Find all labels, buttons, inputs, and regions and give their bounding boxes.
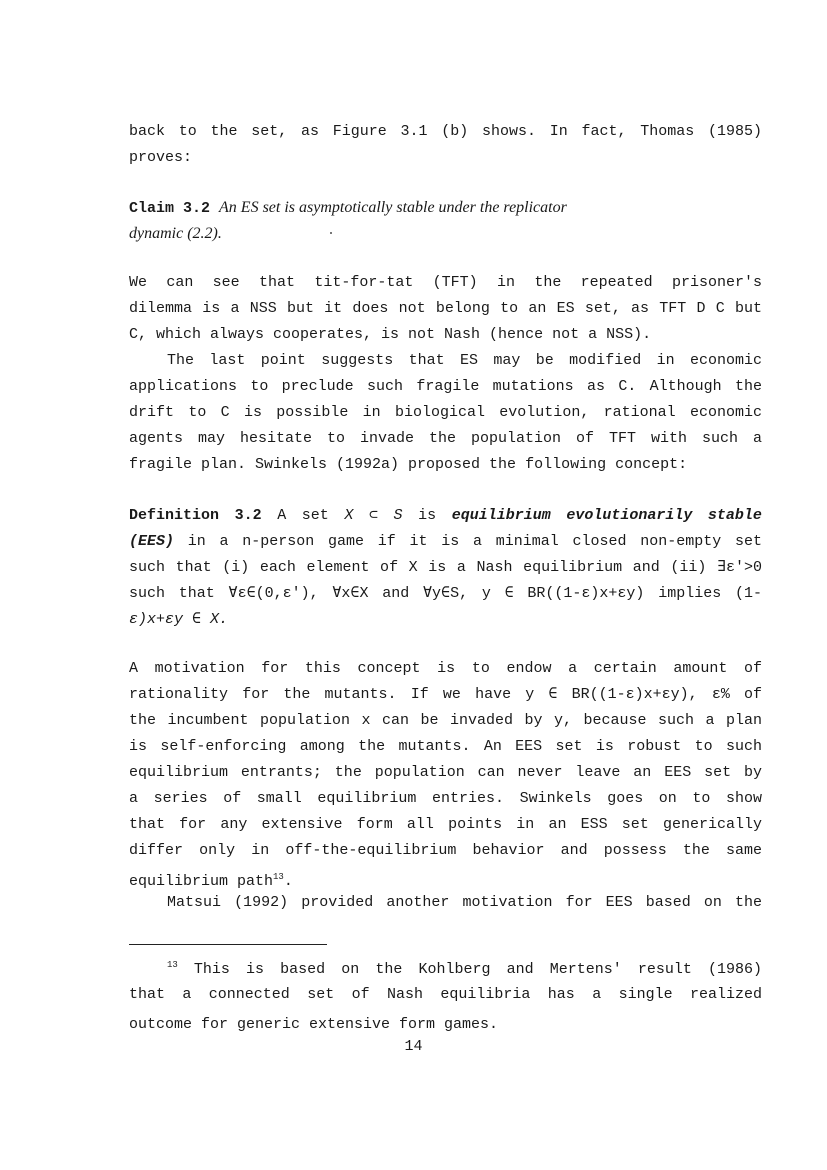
definition-text: ε)x+εy ∈ X. [129,611,229,628]
footnote-text: that a connected set of Nash equilibria has a single realized [129,986,762,1003]
text-line: drift to C is possible in biological evolution, rational economic [129,404,762,421]
footnote-divider [129,944,327,945]
definition-text: in a n-person game if it is a minimal closed non-empty set [187,533,762,550]
text-line: applications to preclude such fragile mutations as C. Although the [129,378,762,395]
claim-block [129,195,762,247]
text-line: rationality for the mutants. If we have y ∈ BR((1-ε)x+εy), ε% of [129,686,762,703]
definition-text: A set [277,507,329,524]
paragraph-tft [129,270,762,348]
scan-speck [330,232,332,234]
text-line: agents may hesitate to invade the population of TFT with such a [129,430,762,447]
text-line: is self-enforcing among the mutants. An EES set is robust to such [129,738,762,755]
footnote-text: outcome for generic extensive form games. [129,1016,499,1033]
text-line: Matsui (1992) provided another motivation for EES based on the [167,894,762,911]
definition-abbrev: (EES) [129,533,175,550]
footnote-reference[interactable]: 13 [273,872,284,882]
text-line: equilibrium path [129,873,274,890]
definition-block [129,503,762,633]
claim-text: An ES set is asymptotically stable under the replicator [219,199,567,216]
text-line: dilemma is a NSS but it does not belong to an ES set, as TFT D C but [129,300,762,317]
definition-term: equilibrium evolutionarily stable [451,507,762,524]
footnote [129,950,762,1040]
text-line: A motivation for this concept is to endow a certain amount of [129,660,762,677]
claim-label: Claim 3.2 [129,200,211,217]
page-number: 14 [404,1038,423,1055]
text-line: differ only in off-the-equilibrium behavior and possess the same [129,842,762,859]
footnote-text: This is based on the Kohlberg and Mertens' result (1986) [193,961,762,978]
paragraph-intro [129,119,762,171]
claim-text: dynamic (2.2). [129,225,222,242]
math-expression: X ⊂ S [344,507,403,524]
definition-text: such that (i) each element of X is a Nash equilibrium and (ii) ∃ε'>0 [129,559,762,576]
text-line: The last point suggests that ES may be modified in economic [167,352,762,369]
definition-text: is [418,507,437,524]
text-line: proves: [129,149,193,166]
paragraph-motivation [129,656,762,916]
definition-label: Definition 3.2 [129,507,262,524]
text-line: C, which always cooperates, is not Nash (hence not a NSS). [129,326,652,343]
text-line: that for any extensive form all points in an ESS set generically [129,816,762,833]
text-line: the incumbent population x can be invaded by y, because such a plan [129,712,762,729]
paragraph-fragile [129,348,762,478]
text-line: a series of small equilibrium entries. Swinkels goes on to show [129,790,762,807]
text-line: equilibrium entrants; the population can never leave an EES set by [129,764,762,781]
text-line: We can see that tit-for-tat (TFT) in the repeated prisoner's [129,274,762,291]
text-line: back to the set, as Figure 3.1 (b) shows. In fact, Thomas (1985) [129,123,762,140]
text-line: . [283,873,293,890]
definition-text: such that ∀ε∈(0,ε'), ∀x∈X and ∀y∈S, y ∈ BR((1-ε)x+εy) implies (1- [129,585,762,602]
footnote-mark: 13 [167,960,178,970]
text-line: fragile plan. Swinkels (1992a) proposed the following concept: [129,456,688,473]
